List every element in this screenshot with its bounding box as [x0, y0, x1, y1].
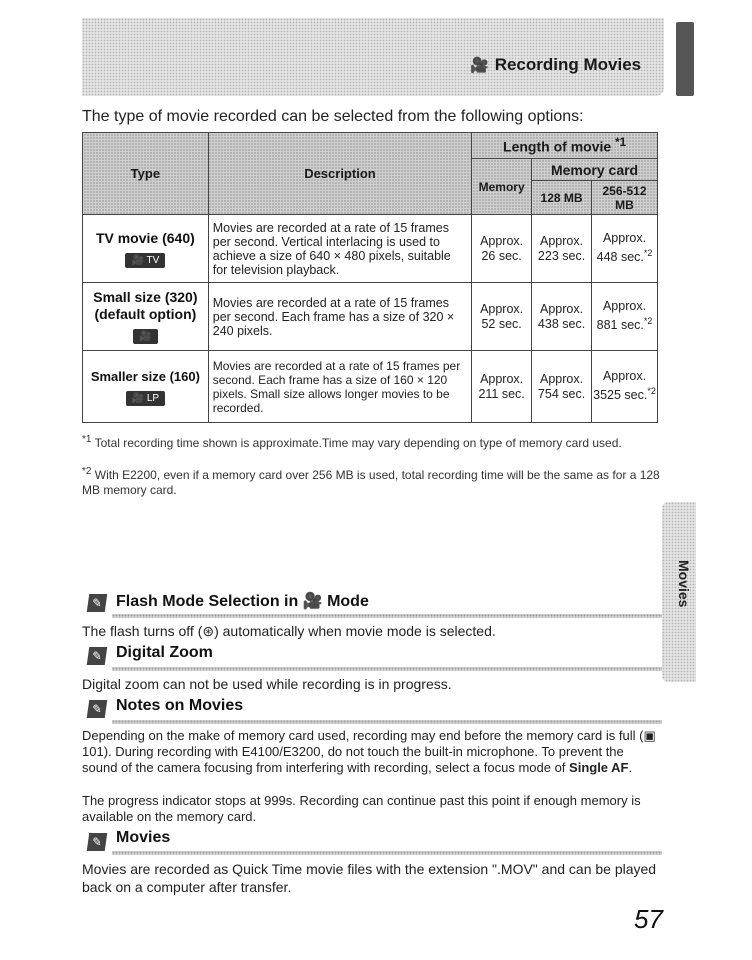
memory-cell: Approx. 26 sec. [472, 215, 532, 283]
section-rule [112, 614, 662, 618]
description-cell: Movies are recorded at a rate of 15 frames per second. Each frame has a size of 320 × 240 pixels. [208, 283, 471, 351]
chapter-tab-marker [676, 22, 694, 96]
chapter-side-tab-label: Movies [676, 560, 692, 608]
note-pencil-icon: ✎ [87, 647, 108, 665]
footnote: $^{*1}$ Total recording time shown is approximate.Time may vary depending on type of memory card used. [82, 434, 622, 450]
note-title: Notes on Movies [116, 697, 244, 714]
note-body: The progress indicator stops at 999s. Recording can continue past this point if enough memory is available on the memory card. [82, 793, 641, 824]
note-title: Movies [116, 829, 171, 846]
note-pencil-icon: ✎ [87, 594, 108, 612]
smaller-movie-icon: 🎥 LP [126, 391, 165, 406]
small-movie-icon: 🎥 [133, 329, 157, 344]
header-memory: Memory [472, 159, 532, 215]
movie-camera-icon: 🎥 [470, 57, 489, 74]
default-option-label: (default option) [94, 306, 197, 322]
note-title: Digital Zoom [116, 644, 213, 661]
table-row [83, 283, 658, 351]
page-title: 🎥 Recording Movies [470, 55, 642, 74]
note-title: Flash Mode Selection in 🎥 Mode [116, 593, 369, 610]
mb256-cell: Approx. 448 sec.$^{*2}$ [592, 215, 658, 283]
mb128-cell: Approx. 754 sec. [532, 351, 592, 423]
note-pencil-icon: ✎ [87, 700, 108, 718]
type-cell [83, 283, 209, 351]
section-rule [112, 851, 662, 855]
memory-cell: Approx. 52 sec. [472, 283, 532, 351]
intro-text: The type of movie recorded can be selected from the following options: [82, 108, 584, 125]
description-cell: Movies are recorded at a rate of 15 frames per second. Each frame has a size of 160 × 120 pixels. Small size allows longer movies to be recorded. [208, 351, 471, 423]
header-type: Type [83, 133, 209, 215]
mb128-cell: Approx. 223 sec. [532, 215, 592, 283]
table-row [83, 351, 658, 423]
type-cell [83, 351, 209, 423]
mb128-cell: Approx. 438 sec. [532, 283, 592, 351]
movie-camera-icon: 🎥 [302, 593, 323, 610]
type-name: Smaller size (160) [90, 368, 200, 384]
section-rule [112, 667, 662, 671]
page-number: 57 [634, 904, 663, 934]
description-cell: Movies are recorded at a rate of 15 frames per second. Vertical interlacing is used to achieve a size of 640 × 480 pixels, suitable for television playback. [208, 215, 471, 283]
header-description: Description [208, 133, 471, 215]
reference-icon: ▣ [643, 728, 656, 743]
note-pencil-icon: ✎ [87, 833, 108, 851]
header-256mb: 256-512 MB [592, 181, 658, 215]
section-rule [112, 720, 662, 724]
header-memory-card: Memory card [532, 159, 658, 181]
type-cell [83, 215, 209, 283]
note-body: Digital zoom can not be used while recording is in progress. [82, 676, 452, 692]
mb256-cell: Approx. 881 sec.$^{*2}$ [592, 283, 658, 351]
memory-cell: Approx. 211 sec. [472, 351, 532, 423]
header-128mb: 128 MB [532, 181, 592, 215]
note-body: Movies are recorded as Quick Time movie files with the extension ".MOV" and can be played back on a computer after transfer. [82, 861, 657, 895]
note-body: The flash turns off (⊛) automatically when movie mode is selected. [82, 623, 496, 639]
mb256-cell: Approx. 3525 sec.$^{*2}$ [592, 351, 658, 423]
tv-movie-icon: 🎥 TV [125, 253, 165, 268]
type-name: Small size (320) [93, 289, 198, 305]
note-body: Depending on the make of memory card used, recording may end before the memory card is full (▣ 101). During recording with E4100/E3200, do not touch the built-in microphone. To prevent the sound of the camera focusing from interfering with recording, select a focus mode of Single AF. [82, 728, 656, 775]
type-name: TV movie (640) [95, 229, 195, 246]
movie-options-table [82, 132, 658, 423]
footnote: $^{*2}$ With E2200, even if a memory card over 256 MB is used, total recording time will be the same as for a 128 MB memory card. [82, 466, 660, 497]
header-length: Length of movie $^{*1}$ [472, 133, 658, 159]
table-row [83, 215, 658, 283]
